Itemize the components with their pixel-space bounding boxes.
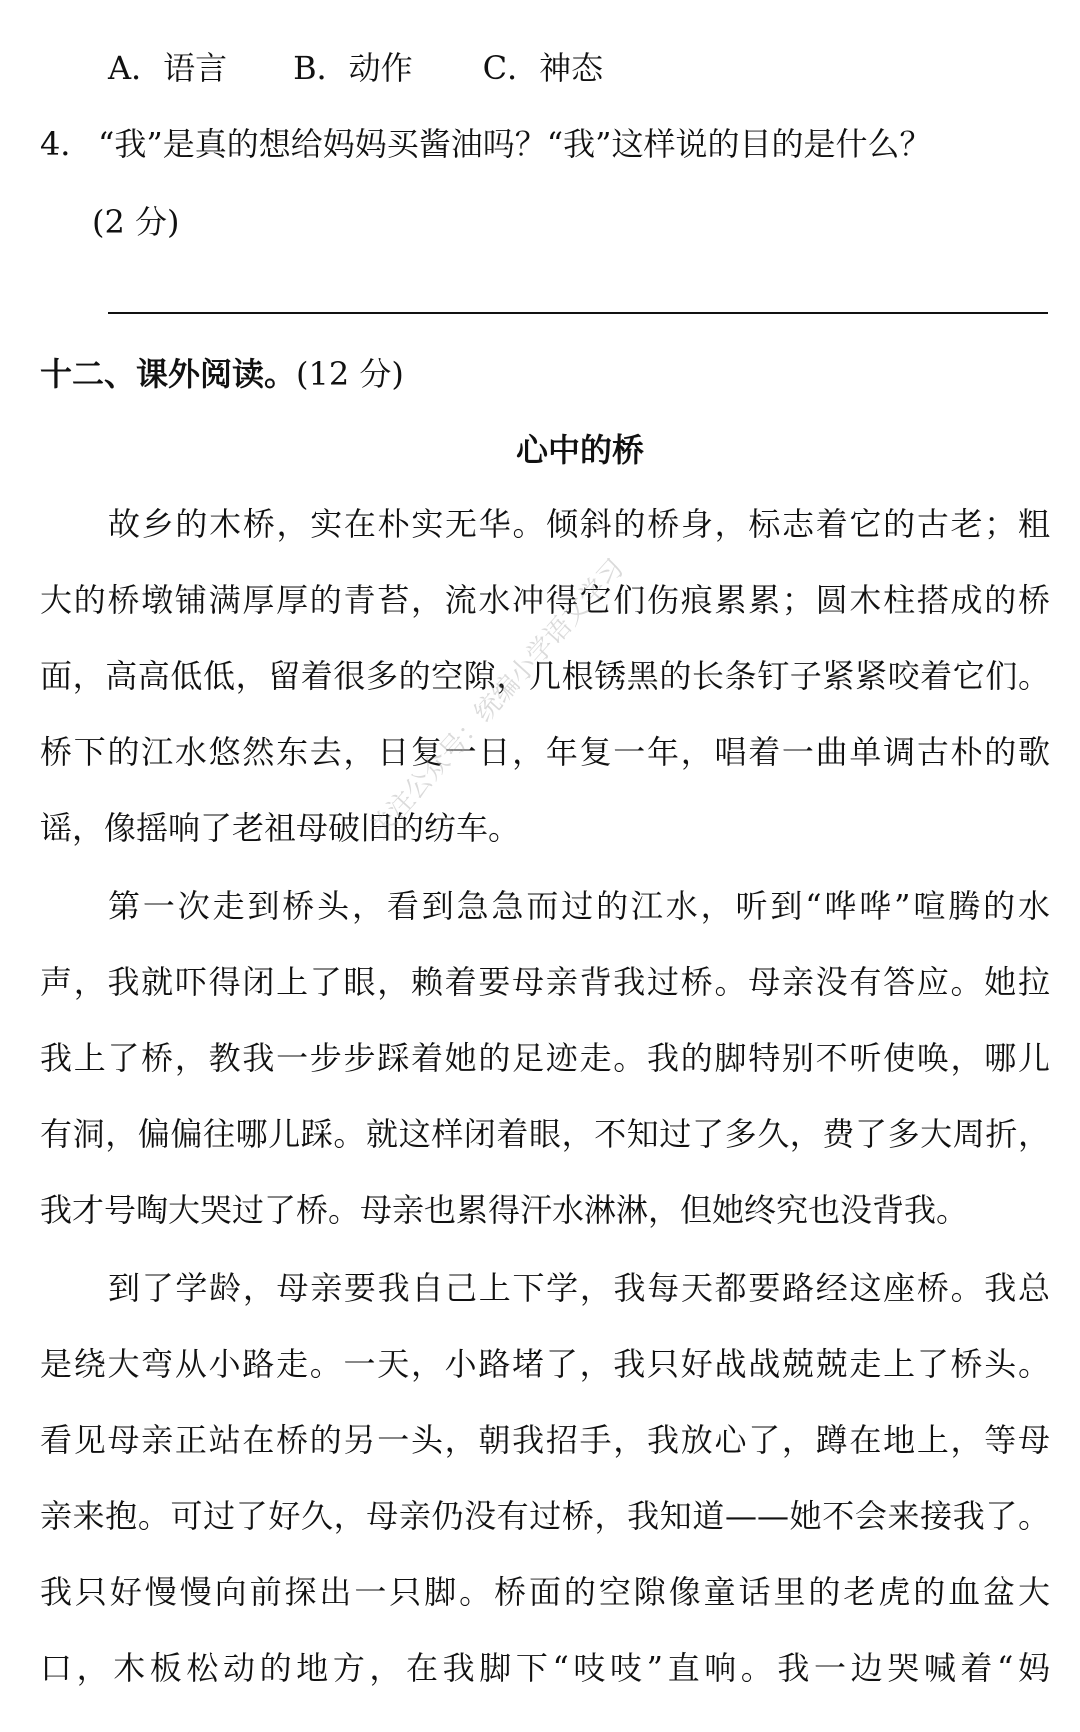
section-heading xyxy=(40,350,404,398)
paragraph-line: 桥下的江水悠然东去，日复一日，年复一年，唱着一曲单调古朴的歌 xyxy=(40,733,1050,771)
option-b: B．动作 xyxy=(293,49,413,87)
answer-options xyxy=(108,44,603,92)
paragraph-line: 故乡的木桥，实在朴实无华。倾斜的桥身，标志着它的古老；粗 xyxy=(108,505,1050,543)
answer-line xyxy=(108,312,1048,314)
paragraph-line: 到了学龄，母亲要我自己上下学，我每天都要路经这座桥。我总 xyxy=(108,1269,1050,1307)
paragraph-line: 谣，像摇响了老祖母破旧的纺车。 xyxy=(40,809,521,847)
article-title: 心中的桥 xyxy=(515,431,644,469)
question-score: (2 分) xyxy=(92,203,180,241)
option-a: A．语言 xyxy=(108,49,228,87)
paragraph-line: 是绕大弯从小路走。一天，小路堵了，我只好战战兢兢走上了桥头。 xyxy=(40,1345,1050,1383)
question-text: “我”是真的想给妈妈买酱油吗？“我”这样说的目的是什么？ xyxy=(98,125,932,163)
paragraph-line: 我只好慢慢向前探出一只脚。桥面的空隙像童话里的老虎的血盆大 xyxy=(40,1573,1050,1611)
paragraph-line: 我才号啕大哭过了桥。母亲也累得汗水淋淋，但她终究也没背我。 xyxy=(40,1191,969,1229)
paragraph-line: 大的桥墩铺满厚厚的青苔，流水冲得它们伤痕累累；圆木柱搭成的桥 xyxy=(40,581,1050,619)
paragraph-line: 我上了桥，教我一步步踩着她的足迹走。我的脚特别不听使唤，哪儿 xyxy=(40,1039,1050,1077)
question-4 xyxy=(40,120,931,168)
option-c: C．神态 xyxy=(482,49,604,87)
section-score: (12 分) xyxy=(296,355,404,393)
section-title: 十二、课外阅读。 xyxy=(40,355,297,393)
paragraph-line: 第一次走到桥头，看到急急而过的江水，听到“哗哗”喧腾的水 xyxy=(108,887,1050,925)
paragraph-line: 声，我就吓得闭上了眼，赖着要母亲背我过桥。母亲没有答应。她拉 xyxy=(40,963,1050,1001)
question-number: 4． xyxy=(40,125,93,163)
watermark: 关注公众号：统编小学语文学习 xyxy=(364,553,631,845)
paragraph-line: 面，高高低低，留着很多的空隙，几根锈黑的长条钉子紧紧咬着它们。 xyxy=(40,657,1050,695)
paragraph-line: 亲来抱。可过了好久，母亲仍没有过桥，我知道——她不会来接我了。 xyxy=(40,1497,1050,1535)
paragraph-line: 口，木板松动的地方，在我脚下“吱吱”直响。我一边哭喊着“妈 xyxy=(40,1649,1050,1687)
paragraph-line: 看见母亲正站在桥的另一头，朝我招手，我放心了，蹲在地上，等母 xyxy=(40,1421,1050,1459)
paragraph-line: 有洞，偏偏往哪儿踩。就这样闭着眼，不知过了多久，费了多大周折， xyxy=(40,1115,1050,1153)
